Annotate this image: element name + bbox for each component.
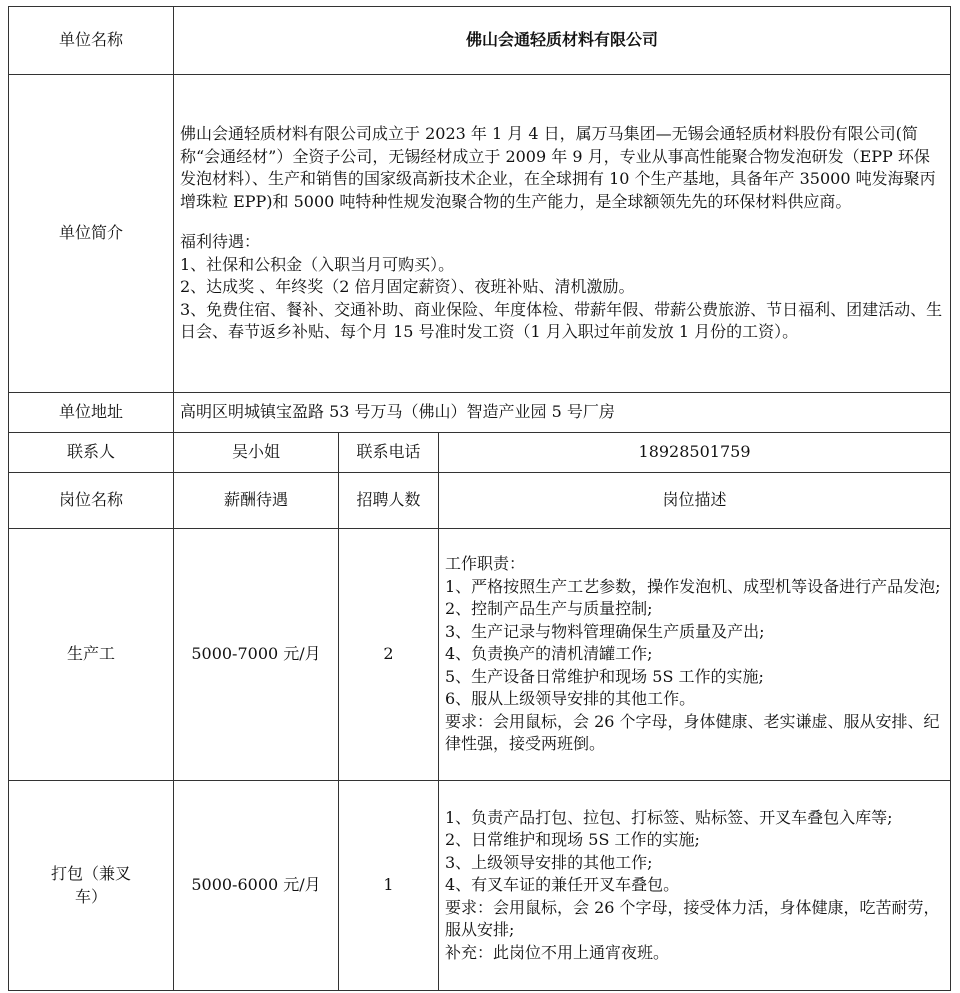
row-unit-address [9,393,951,433]
benefit-item: 3、免费住宿、餐补、交通补助、商业保险、年度体检、带薪年假、带薪公费旅游、节日福利、团建活动、生日会、春节返乡补贴、每个月 15 号准时发工资（1 月入职过年前发放 1 月份的工资）。 [180,299,943,342]
company-address: 高明区明城镇宝盈路 53 号万马（佛山）智造产业园 5 号厂房 [174,393,951,433]
description-line: 2、日常维护和现场 5S 工作的实施; [445,830,700,850]
description-line: 1、严格按照生产工艺参数，操作发泡机、成型机等设备进行产品发泡; [445,576,941,596]
description-line: 3、生产记录与物料管理确保生产质量及产出; [445,621,765,641]
position-name: 生产工 [9,529,174,781]
description-line: 要求：会用鼠标，会 26 个字母，身体健康、老实谦虚、服从安排、纪律性强，接受两班倒。 [445,711,940,754]
label-contact-phone: 联系电话 [339,433,439,473]
benefits-title: 福利待遇： [180,232,261,252]
description-line: 5、生产设备日常维护和现场 5S 工作的实施; [445,666,764,686]
row-contact [9,433,951,473]
description-line: 4、有叉车证的兼任开叉车叠包。 [445,875,680,895]
benefit-item: 1、社保和公积金（入职当月可购买）。 [180,254,455,274]
row-column-headers [9,473,951,529]
contact-person: 吴小姐 [174,433,339,473]
position-headcount: 1 [339,781,439,991]
header-headcount: 招聘人数 [339,473,439,529]
position-headcount: 2 [339,529,439,781]
table-row [9,781,951,991]
row-unit-intro [9,75,951,393]
position-name [9,781,174,991]
position-salary: 5000-6000 元/月 [174,781,339,991]
position-description [439,529,951,781]
header-position-desc: 岗位描述 [439,473,951,529]
position-name-text: 打包（兼叉车） [50,864,131,906]
company-intro-cell [174,75,951,393]
position-description [439,781,951,991]
row-unit-name [9,7,951,75]
label-unit-intro: 单位简介 [9,75,174,393]
paragraph-gap [180,213,944,231]
recruitment-table [8,6,951,991]
description-line: 2、控制产品生产与质量控制; [445,599,653,619]
company-name: 佛山会通轻质材料有限公司 [174,7,951,75]
description-line: 要求：会用鼠标，会 26 个字母，接受体力活，身体健康，吃苦耐劳，服从安排; [445,897,940,940]
description-line: 4、负责换产的清机清罐工作; [445,644,653,664]
company-intro: 佛山会通轻质材料有限公司成立于 2023 年 1 月 4 日，属万马集团—无锡会通轻质材料股份有限公司(简称“会通经材”）全资子公司，无锡经材成立于 2009 年 9 月，专业从事高性能聚合物发泡研发（EPP 环保发泡材料）、生产和销售的国家级高新技术企业，在全球拥有 10 个生产基地，具备年产 35000 吨发海聚丙增珠粒 EPP)和 5000 吨特种性规发泡聚合物的生产能力，是全球额领先先的环保材料供应商。 [180,124,936,211]
description-line: 补充：此岗位不用上通宵夜班。 [445,942,670,962]
label-unit-address: 单位地址 [9,393,174,433]
description-line: 6、服从上级领导安排的其他工作。 [445,689,696,709]
contact-phone: 18928501759 [439,433,951,473]
header-salary: 薪酬待遇 [174,473,339,529]
label-unit-name: 单位名称 [9,7,174,75]
header-position-name: 岗位名称 [9,473,174,529]
table-row [9,529,951,781]
description-line: 1、负责产品打包、拉包、打标签、贴标签、开叉车叠包入库等; [445,807,893,827]
description-line: 3、上级领导安排的其他工作; [445,852,653,872]
position-salary: 5000-7000 元/月 [174,529,339,781]
benefit-item: 2、达成奖 、年终奖（2 倍月固定薪资）、夜班补贴、清机激励。 [180,277,635,297]
label-contact: 联系人 [9,433,174,473]
description-line: 工作职责： [445,554,526,574]
